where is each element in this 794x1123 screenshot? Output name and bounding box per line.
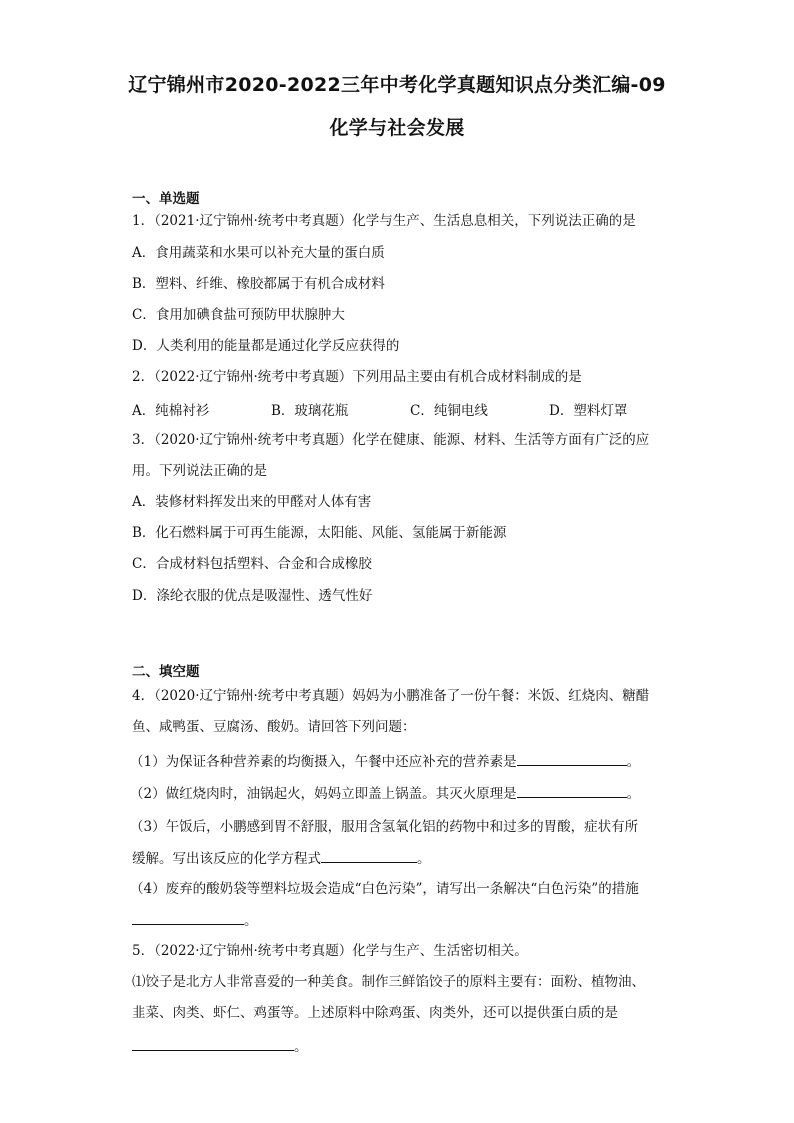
q2-option-a: A．纯棉衬衫 <box>132 403 210 419</box>
q1-option-a: A．食用蔬菜和水果可以补充大量的蛋白质 <box>132 245 385 261</box>
q4-part1-answer-blank[interactable] <box>517 751 627 766</box>
q2-option-c: C．纯铜电线 <box>410 403 488 419</box>
q5-part1-end: 。 <box>294 1039 308 1055</box>
q4-part3-end: 。 <box>417 851 431 867</box>
q1-option-c: C．食用加碘食盐可预防甲状腺肿大 <box>132 307 345 323</box>
q1-stem: 1．（2021·辽宁锦州·统考中考真题）化学与生产、生活息息相关，下列说法正确的是 <box>132 213 636 229</box>
q4-part4-line2 <box>132 910 258 931</box>
q3-stem-line1: 3．（2020·辽宁锦州·统考中考真题）化学在健康、能源、材料、生活等方面有广泛的应 <box>132 432 650 448</box>
q4-part2-answer-blank[interactable] <box>517 783 627 798</box>
q4-part4-end: 。 <box>244 913 258 929</box>
q2-option-d: D．塑料灯罩 <box>549 403 628 419</box>
q5-part1-answer-blank[interactable] <box>132 1036 294 1051</box>
q5-part1-line1: ⑴饺子是北方人非常喜爱的一种美食。制作三鲜馅饺子的原料主要有：面粉、植物油、 <box>132 974 645 990</box>
doc-title-line2: 化学与社会发展 <box>329 117 465 139</box>
q5-part1-line3 <box>132 1036 308 1057</box>
q4-part2 <box>130 783 640 804</box>
q4-part3-text: 缓解。写出该反应的化学方程式 <box>132 851 321 867</box>
q1-option-b: B．塑料、纤维、橡胶都属于有机合成材料 <box>132 276 385 292</box>
q3-option-c: C．合成材料包括塑料、合金和合成橡胶 <box>132 556 372 572</box>
q1-option-d: D．人类利用的能量都是通过化学反应获得的 <box>132 338 400 354</box>
q4-stem-line2: 鱼、咸鸭蛋、豆腐汤、酸奶。请回答下列问题： <box>132 719 416 735</box>
q4-part3-answer-blank[interactable] <box>321 848 417 863</box>
q2-stem: 2．（2022·辽宁锦州·统考中考真题）下列用品主要由有机合成材料制成的是 <box>132 369 582 385</box>
section-heading-single-choice: 一、单选题 <box>132 191 200 207</box>
q3-stem-line2: 用。下列说法正确的是 <box>132 463 267 479</box>
q4-part3-line1: （3）午饭后，小鹏感到胃不舒服，服用含氢氧化铝的药物中和过多的胃酸，症状有所 <box>130 819 639 835</box>
q4-part1-end: 。 <box>626 754 641 770</box>
q4-part4-answer-blank[interactable] <box>132 910 244 925</box>
q3-option-b: B．化石燃料属于可再生能源，太阳能、风能、氢能属于新能源 <box>132 525 507 541</box>
q4-part2-end: 。 <box>626 786 641 802</box>
q2-option-b: B．玻璃花瓶 <box>271 403 349 419</box>
q4-part1 <box>130 751 640 772</box>
q4-part3-line2 <box>132 848 431 869</box>
q4-part1-text: （1）为保证各种营养素的均衡摄入，午餐中还应补充的营养素是 <box>130 754 517 770</box>
q3-option-d: D．涤纶衣服的优点是吸湿性、透气性好 <box>132 588 373 604</box>
q4-stem-line1: 4．（2020·辽宁锦州·统考中考真题）妈妈为小鹏准备了一份午餐：米饭、红烧肉、糖醋 <box>132 688 650 704</box>
q4-part2-text: （2）做红烧肉时，油锅起火，妈妈立即盖上锅盖。其灭火原理是 <box>130 786 517 802</box>
q3-option-a: A．装修材料挥发出来的甲醛对人体有害 <box>132 494 372 510</box>
q4-part4-line1: （4）废弃的酸奶袋等塑料垃圾会造成“白色污染”，请写出一条解决“白色污染”的措施 <box>130 881 639 897</box>
section-heading-fill-blank: 二、填空题 <box>132 664 200 680</box>
doc-title-line1: 辽宁锦州市2020-2022三年中考化学真题知识点分类汇编-09 <box>128 74 666 96</box>
q5-stem: 5．（2022·辽宁锦州·统考中考真题）化学与生产、生活密切相关。 <box>132 943 528 959</box>
q5-part1-line2: 韭菜、肉类、虾仁、鸡蛋等。上述原料中除鸡蛋、肉类外，还可以提供蛋白质的是 <box>132 1005 618 1021</box>
